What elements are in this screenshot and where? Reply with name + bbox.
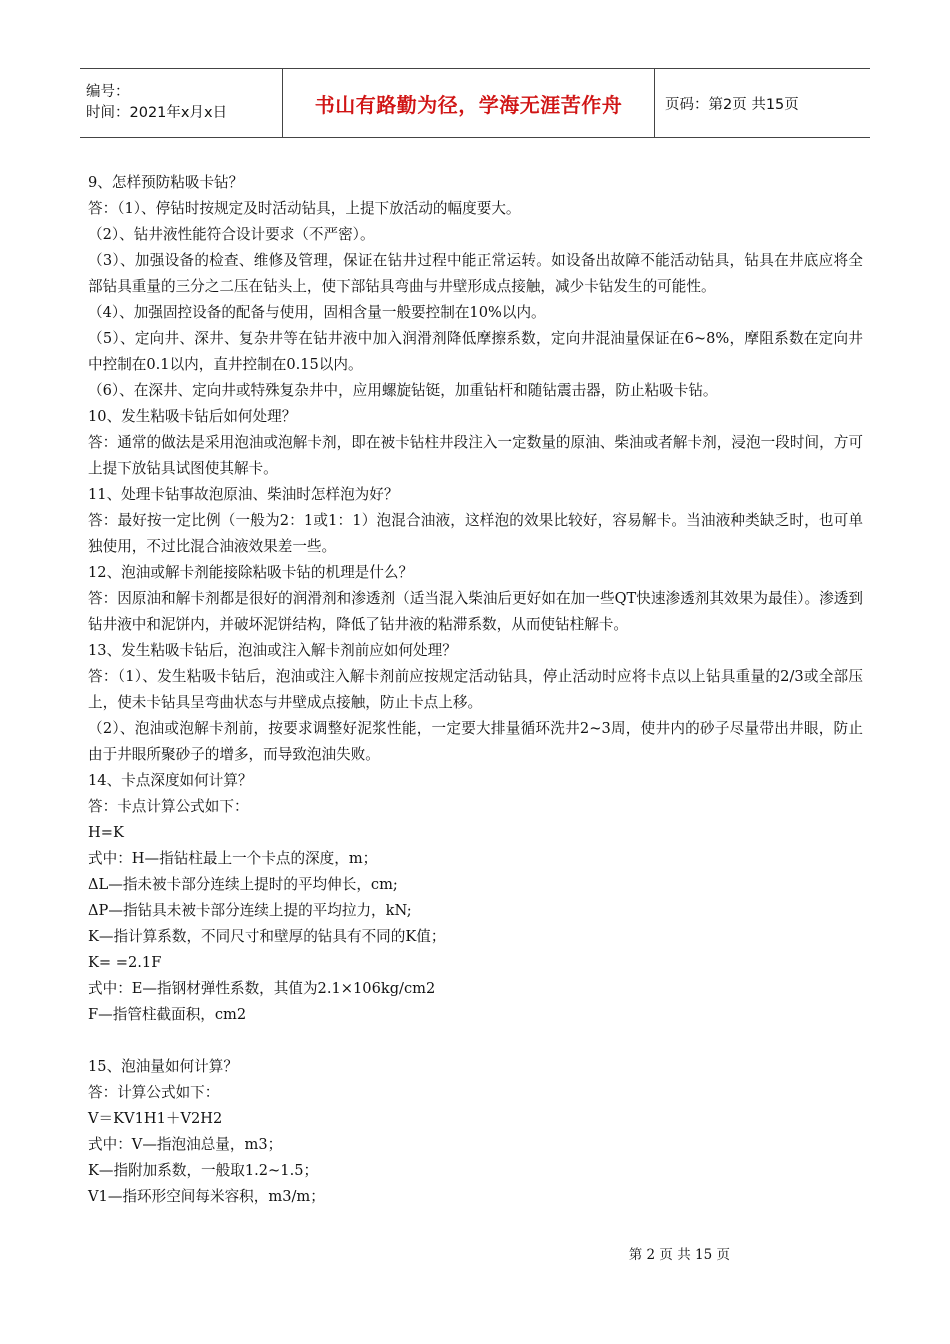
formula-definition: 式中：V—指泡油总量，m3； [88,1136,283,1153]
formula-definition: 式中：E—指钢材弹性系数，其值为2.1×106kg/cm2 [88,980,436,997]
header-page-number: 页码：第2页 共15页 [665,96,799,113]
document-date: 时间：2021年x月x日 [86,105,228,121]
formula-definition: 式中：H—指钻柱最上一个卡点的深度，m； [88,850,378,867]
question-11: 11、处理卡钻事故泡原油、柴油时怎样泡为好？ [88,486,399,503]
question-13: 13、发生粘吸卡钻后，泡油或注入解卡剂前应如何处理？ [88,642,457,659]
document-body [88,170,863,1210]
page-footer: 第 2 页 共 15 页 [628,1247,730,1263]
answer-paragraph: 答：最好按一定比例（一般为2：1或1：1）泡混合油液，这样泡的效果比较好，容易解卡。当油液种类缺乏时，也可单独使用，不过比混合油液效果差一些。 [88,512,863,555]
question-12: 12、泡油或解卡剂能接除粘吸卡钻的机理是什么？ [88,564,414,581]
answer-paragraph: （4）、加强固控设备的配备与使用，固相含量一般要控制在10%以内。 [88,304,546,321]
formula-definition: ΔL—指未被卡部分连续上提时的平均伸长，cm; [88,876,398,893]
formula-definition: F—指管柱截面积，cm2 [88,1006,247,1023]
answer-paragraph: （3）、加强设备的检查、维修及管理，保证在钻井过程中能正常运转。如设备出故障不能活动钻具，钻具在井底应将全部钻具重量的三分之二压在钻头上，使下部钻具弯曲与井壁形成点接触，减少卡钻发生的可能性。 [88,252,863,295]
answer-paragraph: （5）、定向井、深井、复杂井等在钻井液中加入润滑剂降低摩擦系数，定向井混油量保证在6~8%，摩阻系数在定向井中控制在0.1以内，直井控制在0.15以内。 [88,330,863,373]
formula-line: K= =2.1F [88,954,162,971]
formula-line: H=K [88,824,124,841]
answer-paragraph: 答：因原油和解卡剂都是很好的润滑剂和渗透剂（适当混入柴油后更好如在加一些QT快速渗透剂其效果为最佳）。渗透到钻井液中和泥饼内，并破坏泥饼结构，降低了钻井液的粘滞系数，从而使钻柱解卡。 [88,590,863,633]
document-number-label: 编号： [86,84,130,100]
formula-line: V＝KV1H1＋V2H2 [88,1110,223,1127]
question-9: 9、怎样预防粘吸卡钻？ [88,174,244,191]
header-page-cell [655,69,870,137]
answer-paragraph: （6）、在深井、定向井或特殊复杂井中，应用螺旋钻铤，加重钻杆和随钻震击器，防止粘吸卡钻。 [88,382,718,399]
page-header [80,68,870,138]
formula-definition: V1—指环形空间每米容积，m3/m； [88,1188,325,1205]
question-15: 15、泡油量如何计算？ [88,1058,238,1075]
formula-definition: K—指附加系数，一般取1.2~1.5； [88,1162,319,1179]
header-motto-cell [282,69,655,137]
formula-definition: ΔP—指钻具未被卡部分连续上提的平均拉力，kN; [88,902,412,919]
header-left-cell [80,69,282,137]
formula-definition: K—指计算系数，不同尺寸和壁厚的钻具有不同的K值； [88,928,446,945]
answer-paragraph: 答：卡点计算公式如下： [88,798,249,815]
question-10: 10、发生粘吸卡钻后如何处理？ [88,408,297,425]
answer-paragraph: 答：计算公式如下： [88,1084,220,1101]
header-motto: 书山有路勤为径，学海无涯苦作舟 [314,92,623,117]
question-14: 14、卡点深度如何计算？ [88,772,253,789]
answer-paragraph: 答：（1）、发生粘吸卡钻后，泡油或注入解卡剂前应按规定活动钻具，停止活动时应将卡点以上钻具重量的2/3或全部压上，使未卡钻具呈弯曲状态与井壁成点接触，防止卡点上移。 [88,668,863,711]
answer-paragraph: 答：通常的做法是采用泡油或泡解卡剂，即在被卡钻柱井段注入一定数量的原油、柴油或者解卡剂，浸泡一段时间，方可上提下放钻具试图使其解卡。 [88,434,863,477]
answer-paragraph: （2）、钻井液性能符合设计要求（不严密）。 [88,226,375,243]
answer-paragraph: （2）、泡油或泡解卡剂前，按要求调整好泥浆性能，一定要大排量循环洗井2~3周，使井内的砂子尽量带出井眼，防止由于井眼所聚砂子的增多，而导致泡油失败。 [88,720,863,763]
answer-paragraph: 答：（1）、停钻时按规定及时活动钻具，上提下放活动的幅度要大。 [88,200,521,217]
